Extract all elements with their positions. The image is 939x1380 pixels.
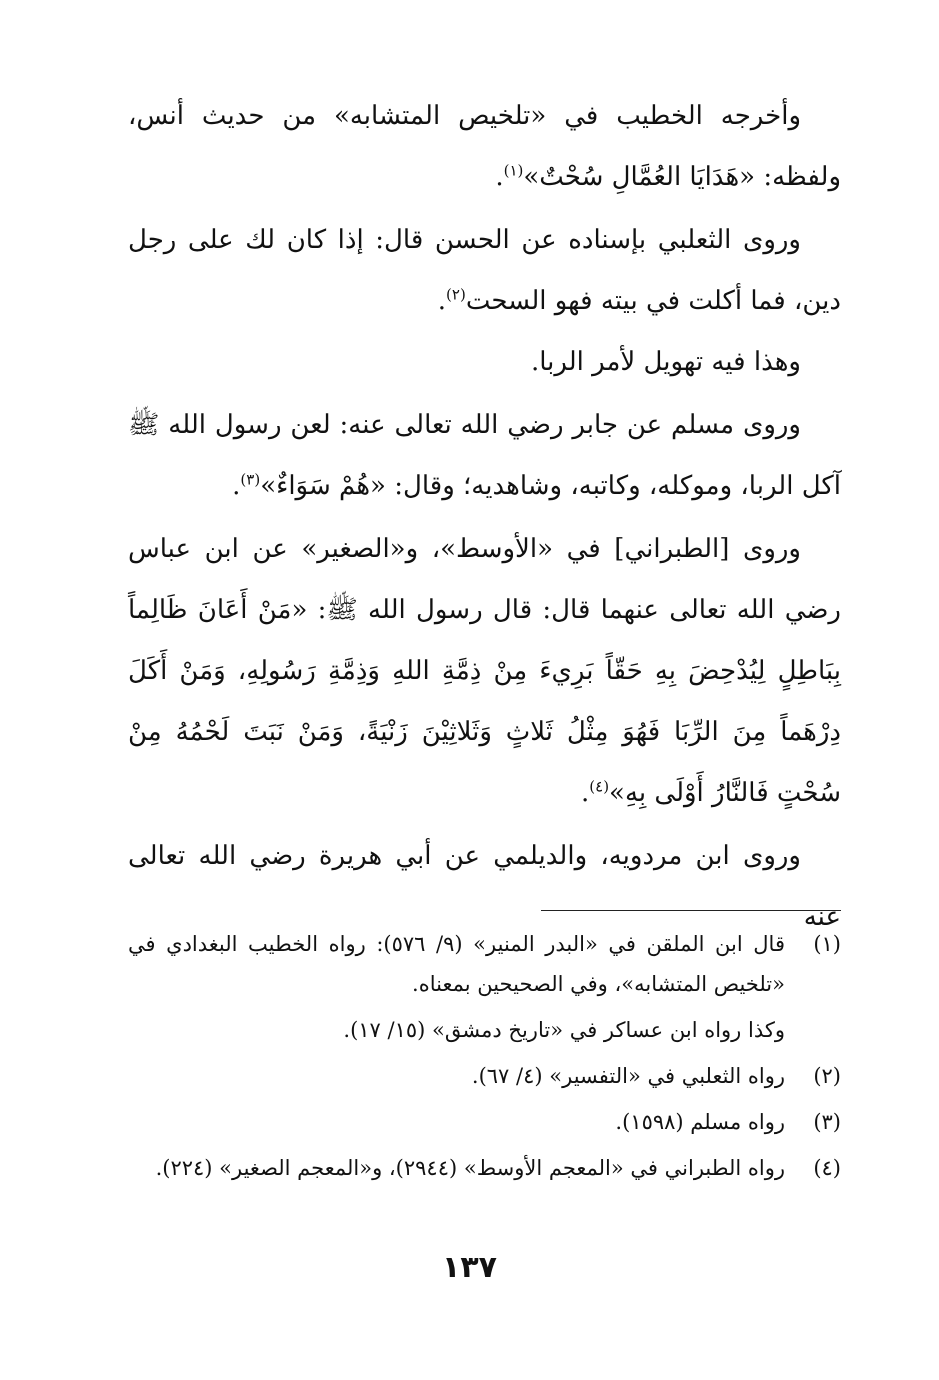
page-number: ١٣٧ — [442, 1250, 497, 1285]
paragraph-end: . — [437, 286, 447, 316]
footnote-2 — [128, 1056, 841, 1096]
footnote-4 — [128, 1148, 841, 1188]
footnote-ref-4[interactable]: (٤) — [589, 777, 610, 796]
paragraph-2 — [128, 210, 841, 332]
footnote-3 — [128, 1102, 841, 1142]
paragraph-text: وهذا فيه تهويل لأمر الربا. — [530, 347, 801, 377]
paragraph-end: . — [581, 778, 590, 808]
footnote-text: رواه الطبراني في «المعجم الأوسط» (٢٩٤٤)، و«المعجم الصغير» (٢٢٤). — [155, 1156, 785, 1180]
paragraph-text: وروى مسلم عن جابر رضي الله تعالى عنه: لعن رسول الله ﷺ آكل الربا، وموكله، وكاتبه، وشاهديه؛ وقال: «هُمْ سَوَاءٌ» — [128, 410, 841, 501]
paragraph-text: وروى ابن مردويه، والديلمي عن أبي هريرة رضي الله تعالى عنه — [128, 841, 841, 932]
footnote-ref-3[interactable]: (٣) — [240, 470, 261, 489]
footnote-number: (١) — [813, 932, 841, 956]
footnote-text: قال ابن الملقن في «البدر المنير» (٩/ ٥٧٦): رواه الخطيب البغدادي في «تلخيص المتشابه»، وفي الصحيحين بمعناه. — [128, 932, 785, 996]
footnote-text: رواه مسلم (١٥٩٨). — [615, 1110, 785, 1134]
main-text — [128, 86, 841, 948]
paragraph-text: وروى [الطبراني] في «الأوسط»، و«الصغير» عن ابن عباس رضي الله تعالى عنهما قال: قال رسول الله ﷺ: «مَنْ أَعَانَ ظَالِماً بِبَاطِلٍ لِيُدْحِضَ بِهِ حَقّاً بَرِيءَ مِنْ ذِمَّةِ اللهِ وَذِمَّةِ رَسُولِهِ، وَمَنْ أَكَلَ دِرْهَماً مِنَ الرِّبَا فَهُوَ مِثْلُ ثَلاثٍ وَثَلاثِيْنَ زَنْيَةً، وَمَنْ نَبَتَ لَحْمُهُ مِنْ سُحْتٍ فَالنَّارُ أَوْلَى بِهِ» — [128, 534, 841, 808]
paragraph-1 — [128, 86, 841, 208]
paragraph-3 — [128, 332, 841, 393]
paragraph-text: وروى الثعلبي بإسناده عن الحسن قال: إذا كان لك على رجل دين، فما أكلت في بيته فهو السحت — [128, 225, 841, 316]
footnote-ref-1[interactable]: (١) — [503, 161, 524, 180]
footnote-separator — [541, 910, 841, 911]
footnote-1 — [128, 924, 841, 1004]
paragraph-5 — [128, 519, 841, 824]
paragraph-end: . — [495, 162, 504, 192]
footnotes-section — [128, 924, 841, 1194]
footnote-number: (٣) — [813, 1110, 841, 1134]
footnote-1-continuation: وكذا رواه ابن عساكر في «تاريخ دمشق» (١٥/ ١٧). — [343, 1018, 785, 1042]
footnote-ref-2[interactable]: (٢) — [446, 285, 466, 304]
footnote-number: (٢) — [813, 1064, 841, 1088]
paragraph-text: وأخرجه الخطيب في «تلخيص المتشابه» من حديث أنس، ولفظه: «هَدَايَا العُمَّالِ سُحْتٌ» — [128, 101, 841, 192]
footnote-number: (٤) — [813, 1156, 841, 1180]
paragraph-4 — [128, 395, 841, 517]
footnote-text: رواه الثعلبي في «التفسير» (٤/ ٦٧). — [471, 1064, 785, 1088]
paragraph-end: . — [232, 471, 241, 501]
